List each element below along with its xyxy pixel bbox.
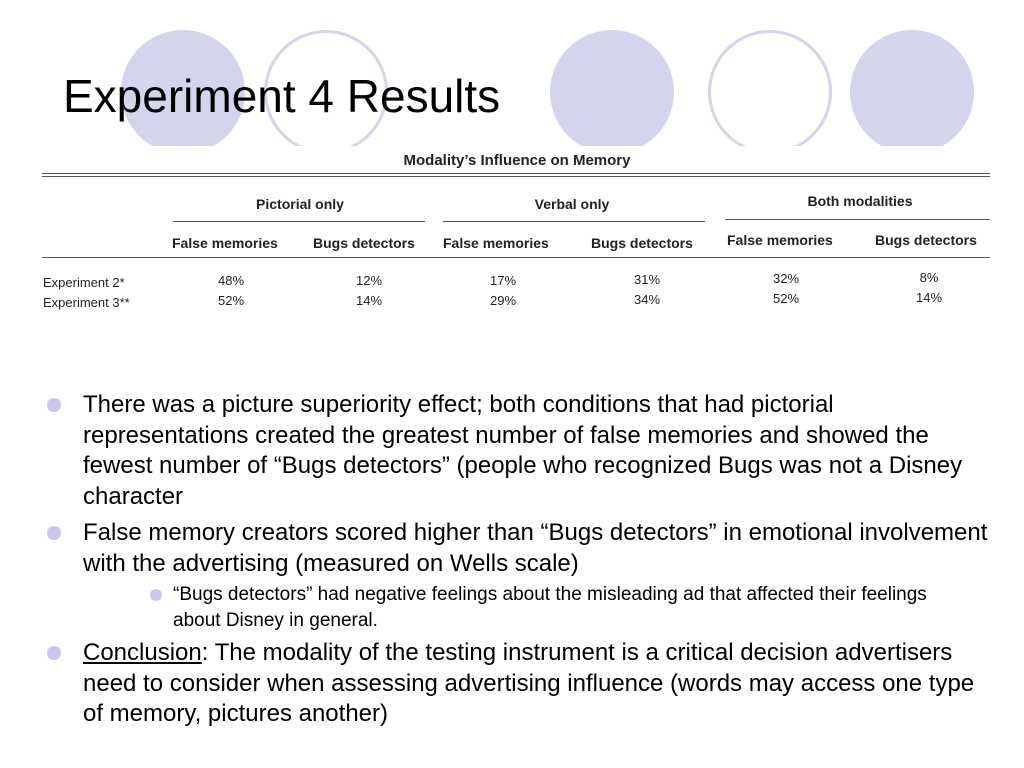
- bullet-item: [0, 518, 1024, 579]
- table-cell: 34%: [633, 292, 661, 307]
- table-cell: 52%: [217, 293, 245, 308]
- column-header: Bugs detectors: [591, 235, 693, 251]
- slide-title: Experiment 4 Results: [63, 70, 501, 122]
- group-rule: [443, 221, 705, 222]
- bullet-item: [0, 390, 1024, 512]
- table-cell: 14%: [355, 293, 383, 308]
- bullet-dot-icon: [150, 589, 162, 601]
- bullet-dot-icon: [47, 398, 61, 412]
- row-label: Experiment 2*: [43, 275, 125, 290]
- table-cell: 31%: [633, 272, 661, 287]
- group-header-verbal: Verbal only: [534, 196, 610, 212]
- decorative-circle: [708, 30, 832, 154]
- column-header: False memories: [443, 235, 549, 251]
- column-header: False memories: [172, 235, 278, 251]
- group-rule: [725, 219, 990, 220]
- bullet-dot-icon: [47, 526, 61, 540]
- table-cell: 29%: [489, 293, 517, 308]
- table-rule: [42, 176, 990, 177]
- bullet-text: There was a picture superiority effect; both conditions that had pictorial representations created the greatest number of false memories and showed the fewest number of “Bugs detectors” (people who recognized Bugs was not a Disney character: [83, 391, 963, 510]
- decorative-circle: [550, 30, 674, 154]
- column-header: Bugs detectors: [313, 235, 415, 251]
- table-cell: 52%: [772, 291, 800, 306]
- table-caption: Modality’s Influence on Memory: [403, 152, 631, 169]
- sub-bullet-item: [0, 582, 1024, 634]
- bullet-text: False memory creators scored higher than “Bugs detectors” in emotional involvement with the advertising (measured on Wells scale): [83, 519, 988, 577]
- sub-bullet-text: “Bugs detectors” had negative feelings about the misleading ad that affected their feelings about Disney in general.: [173, 584, 927, 631]
- bullet-dot-icon: [47, 646, 61, 660]
- decorative-circle: [850, 30, 974, 154]
- conclusion-label: Conclusion: [83, 639, 202, 666]
- table-rule: [42, 257, 990, 258]
- bullet-list: [0, 390, 1024, 730]
- row-label: Experiment 3**: [43, 295, 130, 310]
- bullet-item: [0, 638, 1024, 730]
- table-cell: 32%: [772, 271, 800, 286]
- group-header-both: Both modalities: [807, 193, 913, 209]
- table-cell: 8%: [919, 270, 939, 285]
- results-table: [0, 146, 1024, 324]
- group-header-pictorial: Pictorial only: [256, 196, 344, 212]
- column-header: False memories: [727, 232, 833, 248]
- table-rule: [42, 173, 990, 174]
- table-cell: 12%: [355, 273, 383, 288]
- group-rule: [173, 221, 425, 222]
- column-header: Bugs detectors: [875, 232, 977, 248]
- table-cell: 17%: [489, 273, 517, 288]
- table-cell: 48%: [217, 273, 245, 288]
- bullet-text: : The modality of the testing instrument is a critical decision advertisers need to consider when assessing advertising influence (words may access one type of memory, pictures another): [83, 639, 975, 727]
- table-cell: 14%: [915, 290, 943, 305]
